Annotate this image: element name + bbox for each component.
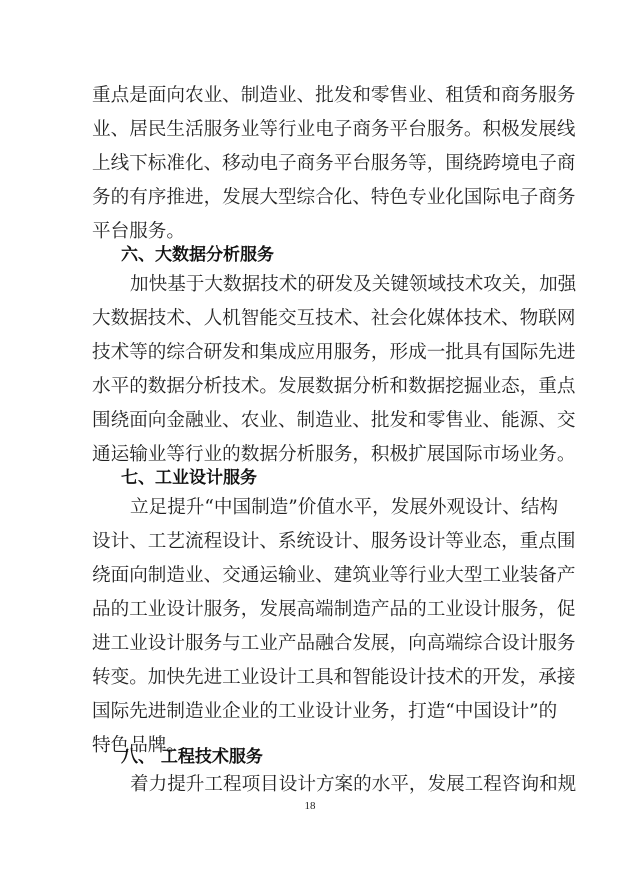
text-line: 上线下标准化、移动电子商务平台服务等，围绕跨境电子商 xyxy=(92,153,576,174)
text-line: 绕面向制造业、交通运输业、建筑业等行业大型工业装备产 xyxy=(92,565,576,586)
text-line: 进工业设计服务与工业产品融合发展，向高端综合设计服务 xyxy=(92,633,576,654)
text-line: 平台服务。 xyxy=(92,221,185,242)
text-line: 立足提升“中国制造”价值水平，发展外观设计、结构 xyxy=(130,497,559,518)
text-line: 品的工业设计服务，发展高端制造产品的工业设计服务，促 xyxy=(92,599,576,620)
text-line: 加快基于大数据技术的研发及关键领域技术攻关，加强 xyxy=(130,274,577,295)
text-line: 大数据技术、人机智能交互技术、社会化媒体技术、物联网 xyxy=(92,308,576,329)
text-line: 围绕面向金融业、农业、制造业、批发和零售业、能源、交 xyxy=(92,410,576,431)
text-line: 通运输业等行业的数据分析服务，积极扩展国际市场业务。 xyxy=(92,444,576,465)
text-line: 技术等的综合研发和集成应用服务，形成一批具有国际先进 xyxy=(92,342,576,363)
text-line: 设计、工艺流程设计、系统设计、服务设计等业态，重点围 xyxy=(92,531,576,552)
text-line: 着力提升工程项目设计方案的水平，发展工程咨询和规 xyxy=(130,774,577,795)
text-line: 转变。加快先进工业设计工具和智能设计技术的开发，承接 xyxy=(92,667,576,688)
text-line: 重点是面向农业、制造业、批发和零售业、租赁和商务服务 xyxy=(92,85,576,106)
text-line: 水平的数据分析技术。发展数据分析和数据挖掘业态，重点 xyxy=(92,376,576,397)
page-number: 18 xyxy=(304,800,316,812)
text-line: 业、居民生活服务业等行业电子商务平台服务。积极发展线 xyxy=(92,119,576,140)
text-line: 国际先进制造业企业的工业设计业务，打造“中国设计”的 xyxy=(92,701,558,722)
text-line: 特色品牌。 xyxy=(92,735,185,756)
section-heading: 七、工业设计服务 xyxy=(121,468,257,488)
section-heading: 八、 工程技术服务 xyxy=(121,747,263,767)
text-line: 务的有序推进，发展大型综合化、特色专业化国际电子商务 xyxy=(92,187,576,208)
section-heading: 六、大数据分析服务 xyxy=(121,245,274,265)
